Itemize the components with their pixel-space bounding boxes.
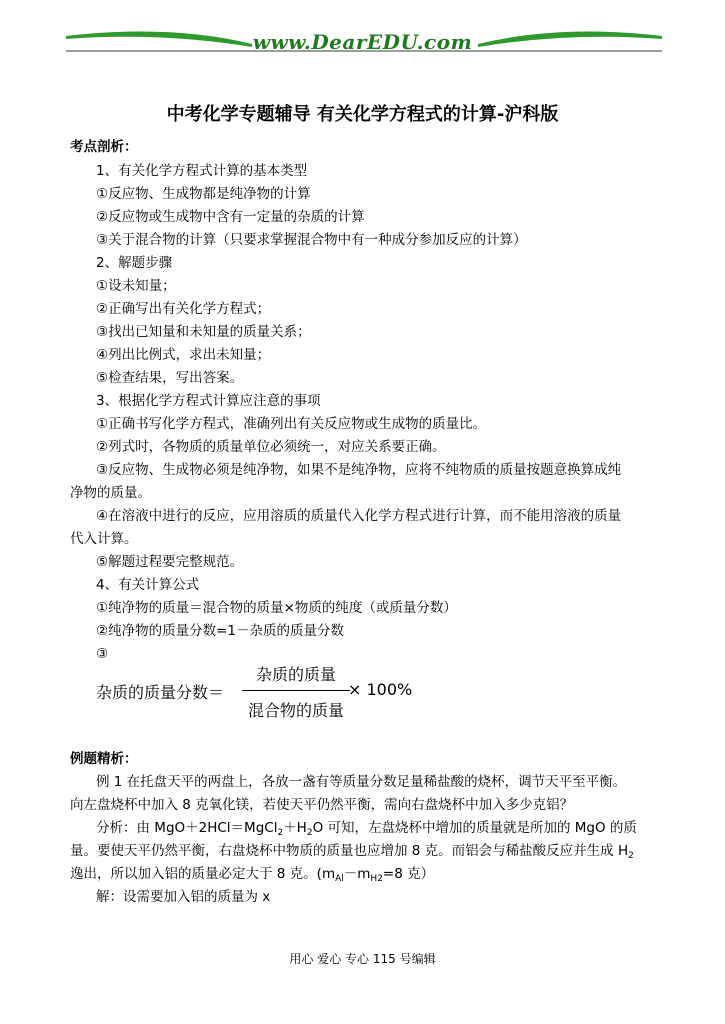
text-line: ②列式时，各物质的质量单位必须统一，对应关系要正确。	[96, 439, 446, 455]
analysis-line: 量。要使天平仍然平衡，右盘烧杯中物质的质量也应增加 8 克。而铝会与稀盐酸反应并生成 $H_2$	[70, 843, 634, 861]
text-line: 4、有关计算公式	[96, 577, 200, 593]
impurity-fraction-formula	[96, 660, 426, 720]
analysis-line: 分析：由 $MgO+2HCl=MgCl_2+H_2O$ 可知，左盘烧杯中增加的质量就是所加的 MgO 的质	[96, 820, 637, 838]
site-logo-text: www.DearEDU.com	[252, 30, 473, 54]
text-line: ①正确书写化学方程式，准确列出有关反应物或生成物的质量比。	[96, 416, 487, 432]
text-line: 2、解题步骤	[96, 255, 173, 271]
formula-rhs: × 100%	[348, 680, 413, 699]
text-line: ③找出已知量和未知量的质量关系；	[96, 324, 311, 340]
formula-denominator: 混合物的质量	[247, 701, 344, 720]
fraction-bar	[242, 690, 350, 691]
text-line: 1、有关化学方程式计算的基本类型	[96, 163, 308, 179]
text-line: ②纯净物的质量分数=1－杂质的质量分数	[96, 623, 345, 639]
text-line: ①纯净物的质量＝混合物的质量×物质的纯度（或质量分数）	[96, 600, 457, 616]
formula-numerator: 杂质的质量	[255, 665, 336, 684]
text-line: ②反应物或生成物中含有一定量的杂质的计算	[96, 209, 365, 225]
text-line: ①反应物、生成物都是纯净物的计算	[96, 186, 311, 202]
text-line: ⑤检查结果，写出答案。	[96, 370, 244, 386]
page-title: 中考化学专题辅导 有关化学方程式的计算-沪科版	[166, 104, 559, 125]
example-text-line: 向左盘烧杯中加入 8 克氧化镁，若使天平仍然平衡，需向右盘烧杯中加入多少克铝？	[70, 797, 574, 813]
text-line: ①设未知量；	[96, 278, 176, 294]
formula-lhs: 杂质的质量分数＝	[96, 683, 225, 702]
text-line: ③反应物、生成物必须是纯净物，如果不是纯净物，应将不纯物质的质量按题意换算成纯	[96, 462, 622, 478]
section-heading-analysis: 考点剖析：	[70, 139, 138, 155]
text-line: ④在溶液中进行的反应，应用溶质的质量代入化学方程式进行计算，而不能用溶液的质量	[96, 508, 622, 524]
page-header	[0, 0, 725, 60]
text-line: 净物的质量。	[70, 485, 151, 501]
text-line: ③关于混合物的计算（只要求掌握混合物中有一种成分参加反应的计算）	[96, 232, 527, 248]
text-line: ④列出比例式，求出未知量；	[96, 347, 271, 363]
analysis-line: 逸出，所以加入铝的质量必定大于 8 克。($m_{Al}-m_{H2}=8$ 克）	[70, 866, 435, 884]
page-footer: 用心 爱心 专心 115 号编辑	[289, 952, 436, 966]
text-line: 代入计算。	[70, 531, 138, 547]
text-line: 3、根据化学方程式计算应注意的事项	[96, 393, 321, 409]
example-text-line: 例 1 在托盘天平的两盘上，各放一盏有等质量分数足量稀盐酸的烧杯，调节天平至平衡。	[96, 774, 627, 790]
text-line: ③	[96, 646, 109, 662]
text-line: ②正确写出有关化学方程式；	[96, 301, 271, 317]
text-line: ⑤解题过程要完整规范。	[96, 554, 244, 570]
solution-line: 解：设需要加入铝的质量为 x	[96, 889, 271, 905]
section-heading-examples: 例题精析：	[70, 751, 138, 767]
